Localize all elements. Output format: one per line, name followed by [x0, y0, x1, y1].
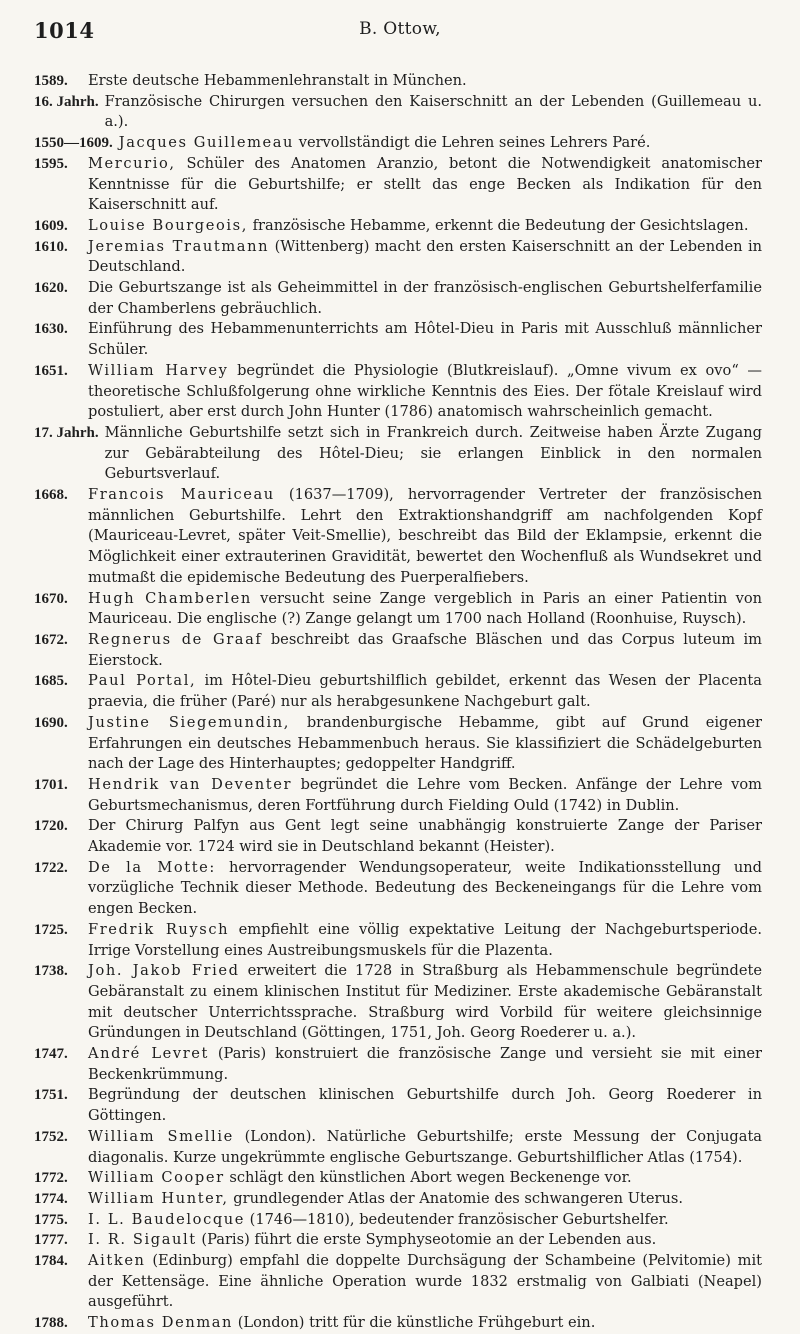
entry-text	[113, 133, 762, 154]
entry-description: hervorragender Wendungsoperateur, weite Indikationsstellung und vorzügliche Technik dieser Methode. Bedeutung des Beckeneingangs für die Lehre vom engen Becken.	[88, 858, 762, 918]
entry-description: (1746—1810), bedeutender französischer Geburtshelfer.	[249, 1210, 669, 1228]
entry-description: grundlegender Atlas der Anatomie des schwangeren Uterus.	[233, 1189, 684, 1207]
chronology-entry	[34, 816, 762, 857]
entry-year: 1668.	[34, 487, 68, 504]
chronology-entry	[34, 1085, 762, 1126]
entry-description: (Paris) konstruiert die französische Zange und versieht sie mit einer Beckenkrümmung.	[88, 1045, 762, 1083]
entry-description: erweitert die 1728 in Straßburg als Hebammenschule begründete Gebäranstalt zu einem klinischen Institut für Mediziner. Erste akademische Gebäranstalt mit deutscher Unterrichtssprache. Straßburg wird Vorbild für weitere gleichsinnige Gründungen in Deutschland (Göttingen, 1751, Joh. Georg Roederer u. a.).	[88, 962, 763, 1042]
chronology-list	[34, 71, 762, 1334]
entry-text	[99, 423, 762, 485]
entry-person: André Levret	[88, 1045, 209, 1063]
entry-text	[82, 920, 762, 961]
entry-description: (1637—1709), hervorragender Vertreter der französischen männlichen Geburtshilfe. Lehrt den Extraktionshandgriff am nachfolgenden Kopf (Mauriceau-Levret, später Veit-Smellie), beschreibt das Bild der Eklampsie, erkennt die Möglichkeit einer extrauterinen Gravidität, bewertet den Wochenfluß als Wundsekret und mutmaßt die epidemische Bedeutung des Puerperalfiebers.	[88, 486, 763, 586]
entry-description: (London) tritt für die künstliche Frühgeburt ein.	[237, 1314, 596, 1332]
entry-person: Joh. Jakob Fried	[88, 962, 240, 980]
entry-year: 17. Jahrh.	[34, 424, 99, 441]
chronology-entry	[34, 1189, 762, 1210]
entry-year: 1701.	[34, 776, 68, 793]
entry-year: 1788.	[34, 1315, 68, 1332]
entry-year: 1777.	[34, 1232, 68, 1249]
entry-year: 1620.	[34, 280, 68, 297]
chronology-entry	[34, 713, 762, 775]
entry-person: Louise Bourgeois,	[88, 216, 248, 234]
entry-year: 16. Jahrh.	[34, 93, 99, 110]
entry-person: Hendrik van Deventer	[88, 775, 293, 793]
chronology-entry	[34, 1230, 762, 1251]
entry-year: 1589.	[34, 73, 68, 89]
entry-year: 1550—1609.	[34, 135, 113, 152]
chronology-entry	[34, 1168, 762, 1189]
entry-year: 1670.	[34, 590, 68, 607]
entry-description: beschreibt das Graafsche Bläschen und das Corpus luteum im Eierstock.	[88, 630, 762, 669]
entry-person: De la Motte:	[88, 858, 216, 876]
chronology-entry	[34, 319, 762, 360]
entry-year: 1738.	[34, 963, 68, 980]
chronology-entry	[34, 1251, 762, 1313]
entry-year: 1774.	[34, 1190, 68, 1207]
entry-person: William Smellie	[88, 1127, 234, 1145]
entry-description: empfiehlt eine völlig expektative Leitung der Nachgeburtsperiode. Irrige Vorstellung eines Austreibungsmuskels für die Plazenta.	[88, 920, 763, 959]
chronology-entry	[34, 589, 762, 630]
entry-year: 1595.	[34, 155, 68, 172]
entry-description: Schüler des Anatomen Aranzio, betont die Notwendigkeit anatomischer Kenntnisse für die Geburtshilfe; er stellt das enge Becken als Indikation für den Kaiserschnitt auf.	[88, 154, 763, 214]
entry-text	[82, 216, 762, 237]
entry-description: Der Chirurg Palfyn aus Gent legt seine unabhängig konstruierte Zange der Pariser Akademie vor. 1724 wird sie in Deutschland bekannt (Heister).	[88, 817, 762, 856]
entry-person: Fredrik Ruysch	[88, 920, 230, 938]
chronology-entry	[34, 1210, 762, 1231]
entry-text	[82, 671, 762, 712]
chronology-entry	[34, 237, 762, 278]
entry-description: im Hôtel-Dieu geburtshilflich gebildet, erkennt das Wesen der Placenta praevia, die früher (Paré) nur als herabgesunkene Nachgeburt galt.	[88, 672, 762, 711]
running-title: B. Ottow,	[359, 19, 441, 39]
entry-text	[99, 92, 762, 133]
entry-person: Justine Siegemundin,	[88, 713, 291, 731]
entry-year: 1690.	[34, 714, 68, 731]
chronology-entry	[34, 423, 762, 485]
entry-text	[82, 589, 762, 630]
entry-year: 1630.	[34, 321, 68, 338]
entry-text	[82, 485, 762, 589]
chronology-entry	[34, 920, 762, 961]
chronology-entry	[34, 278, 762, 319]
chronology-entry	[34, 92, 762, 133]
entry-description: (London). Natürliche Geburtshilfe; erste Messung der Conjugata diagonalis. Kurze ungekrümmte englische Geburtszange. Geburtshilflicher Atlas (1754).	[88, 1127, 763, 1166]
entry-text	[82, 1189, 762, 1210]
entry-text	[82, 961, 762, 1044]
entry-year: 1784.	[34, 1253, 68, 1270]
entry-text	[82, 237, 762, 278]
entry-year: 1609.	[34, 217, 68, 234]
chronology-entry	[34, 1313, 762, 1334]
entry-text	[82, 816, 762, 857]
chronology-entry	[34, 485, 762, 589]
entry-person: I. R. Sigault	[88, 1231, 197, 1249]
entry-year: 1651.	[34, 362, 68, 379]
entry-text	[82, 1168, 762, 1189]
entry-person: Paul Portal,	[88, 672, 197, 690]
entry-person: Mercurio,	[88, 154, 176, 172]
entry-description: Begründung der deutschen klinischen Geburtshilfe durch Joh. Georg Roederer in Göttingen.	[88, 1086, 762, 1125]
entry-person: Francois Mauriceau	[88, 486, 275, 504]
chronology-entry	[34, 216, 762, 237]
entry-year: 1610.	[34, 238, 68, 255]
entry-text	[82, 1210, 762, 1231]
entry-description: vervollständigt die Lehren seines Lehrers Paré.	[298, 134, 651, 152]
entry-description: Männliche Geburtshilfe setzt sich in Frankreich durch. Zeitweise haben Ärzte Zugang zur Gebärabteilung des Hôtel-Dieu; sie erlangen Einblick in den normalen Geburtsverlauf.	[104, 423, 762, 483]
entry-description: (Wittenberg) macht den ersten Kaiserschnitt an der Lebenden in Deutschland.	[88, 237, 763, 276]
entry-description: französische Hebamme, erkennt die Bedeutung der Gesichtslagen.	[252, 216, 749, 234]
entry-person: Regnerus de Graaf	[88, 630, 263, 648]
entry-text	[82, 154, 762, 216]
entry-year: 1725.	[34, 921, 68, 938]
entry-description: brandenburgische Hebamme, gibt auf Grund eigener Erfahrungen ein deutsches Hebammenbuch heraus. Sie klassifiziert die Schädelgeburten nach der Lage des Hinterhauptes; gedoppelter Handgriff.	[88, 713, 762, 773]
entry-person: William Harvey	[88, 361, 229, 379]
entry-year: 1722.	[34, 859, 68, 876]
entry-person: Jacques Guillemeau	[118, 134, 295, 152]
entry-year: 1775.	[34, 1211, 68, 1228]
chronology-entry	[34, 671, 762, 712]
entry-text	[82, 1230, 762, 1251]
entry-text	[82, 713, 762, 775]
entry-description: (Paris) führt die erste Symphyseotomie an der Lebenden aus.	[201, 1231, 657, 1249]
entry-description: versucht seine Zange vergeblich in Paris an einer Patientin von Mauriceau. Die englische (?) Zange gelangt um 1700 nach Holland (Roonhuise, Ruysch).	[88, 589, 763, 628]
page-header	[34, 18, 766, 48]
entry-text	[82, 319, 762, 360]
chronology-entry	[34, 133, 762, 154]
entry-text	[82, 630, 762, 671]
entry-year: 1720.	[34, 818, 68, 835]
entry-year: 1751.	[34, 1087, 68, 1104]
chronology-entry	[34, 71, 762, 92]
entry-person: Hugh Chamberlen	[88, 589, 252, 607]
entry-person: William Hunter,	[88, 1189, 229, 1207]
entry-text	[82, 775, 762, 816]
entry-description: begründet die Physiologie (Blutkreislauf). „Omne vivum ex ovo“ — theoretische Schlußfolgerung ohne wirkliche Kenntnis des Eies. Der fötale Kreislauf wird postuliert, aber erst durch John Hunter (1786) anatomisch wahrscheinlich gemacht.	[88, 361, 762, 421]
entry-person: Aitken	[88, 1252, 146, 1270]
entry-description: Französische Chirurgen versuchen den Kaiserschnitt an der Lebenden (Guillemeau u. a.).	[104, 92, 762, 131]
entry-description: Einführung des Hebammenunterrichts am Hôtel-Dieu in Paris mit Ausschluß männlicher Schüler.	[88, 320, 762, 359]
page-number: 1014	[34, 18, 95, 43]
entry-year: 1747.	[34, 1046, 68, 1063]
entry-description: begründet die Lehre vom Becken. Anfänge der Lehre vom Geburtsmechanismus, deren Fortführung durch Fielding Ould (1742) in Dublin.	[88, 775, 763, 814]
entry-year: 1672.	[34, 631, 68, 648]
entry-year: 1752.	[34, 1128, 68, 1145]
entry-description: (Edinburg) empfahl die doppelte Durchsägung der Schambeine (Pelvitomie) mit der Kettensäge. Eine ähnliche Operation wurde 1832 erstmalig von Galbiati (Neapel) ausgeführt.	[88, 1252, 762, 1311]
entry-text	[82, 361, 762, 423]
chronology-entry	[34, 154, 762, 216]
chronology-entry	[34, 630, 762, 671]
chronology-entry	[34, 361, 762, 423]
entry-year: 1685.	[34, 673, 68, 690]
entry-description: Die Geburtszange ist als Geheimmittel in der französisch-englischen Geburtshelferfamilie der Chamberlens gebräuchlich.	[88, 279, 762, 317]
entry-description: Erste deutsche Hebammenlehranstalt in München.	[88, 72, 467, 89]
entry-description: schlägt den künstlichen Abort wegen Beckenenge vor.	[229, 1169, 632, 1187]
entry-text	[82, 1127, 762, 1168]
chronology-entry	[34, 1044, 762, 1085]
entry-text	[82, 1085, 762, 1126]
entry-person: Jeremias Trautmann	[88, 237, 270, 255]
chronology-entry	[34, 961, 762, 1044]
chronology-entry	[34, 1127, 762, 1168]
entry-text	[82, 1251, 762, 1313]
entry-text	[82, 858, 762, 920]
entry-person: William Cooper	[88, 1169, 225, 1187]
entry-text	[82, 71, 762, 92]
entry-text	[82, 1313, 762, 1334]
entry-person: I. L. Baudelocque	[88, 1210, 246, 1228]
entry-person: Thomas Denman	[88, 1314, 234, 1332]
entry-year: 1772.	[34, 1170, 68, 1187]
chronology-entry	[34, 775, 762, 816]
entry-text	[82, 278, 762, 319]
chronology-entry	[34, 858, 762, 920]
entry-text	[82, 1044, 762, 1085]
